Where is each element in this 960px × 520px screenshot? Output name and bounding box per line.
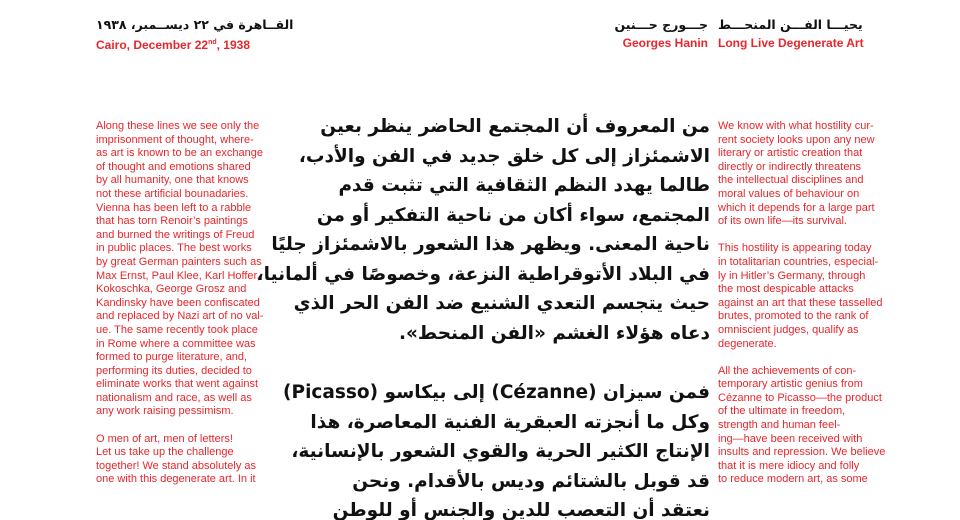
arabic-line: [0, 466, 84, 496]
english-paragraph: Along these lines we see only the imprisonment of thought, where- as art is known to be an exchange of thought and emotions shared by all humanity, one that knows not these artificial bounadaries. Vienna has been left to a rabble that has torn Renoir’s paintings and burned the writings of Freud in public places. The best works by great German painters such as Max Ernst, Paul Klee, Karl Hoffer, Kokoschka, George Grosz and Kandinsky have been confiscated and replaced by Nazi art of no val- ue. The same recently took place in Rome where a committee was formed to purge literature, and, performing its duties, decided to eliminate works that went against nationalism and race, as well as any work raising pessimism.: [96, 120, 264, 418]
arabic-line: طالما يهدد النظم الثقافية التي تثبت قدم: [338, 175, 710, 196]
arabic-line: المجتمع، سواء أكان من ناحية التفكير أو من: [316, 204, 710, 226]
arabic-column-cut: [0, 112, 84, 520]
arabic-line: [0, 260, 84, 290]
header-author-english: Georges Hanin: [622, 36, 708, 50]
arabic-line: الاشمئزاز إلى كل خلق جديد في الفن والأدب،: [298, 145, 710, 167]
english-column-left: [96, 120, 294, 501]
arabic-line: في البلاد الأتوقراطية النزعة، وخصوصًا في ألمانيا،: [256, 263, 710, 285]
arabic-column-main: [256, 112, 710, 520]
arabic-line: [0, 230, 84, 260]
english-paragraph: All the achievements of con- temporary artistic genius from Cézanne to Picasso—the product of the ultimate in freedom, strength and human feel- ing—have been received with insults and repression. We believe that it is mere idiocy and folly to reduce modern art, as some: [718, 364, 886, 486]
arabic-line: ناحية المعنى. ويظهر هذا الشعور بالاشمئزاز جليًا: [271, 234, 710, 255]
arabic-line: [0, 437, 84, 467]
english-paragraph: O men of art, men of letters! Let us take up the challenge together! We stand absolutely as one with this degenerate art. In it: [96, 432, 257, 486]
arabic-line: [0, 407, 84, 437]
arabic-line: قد قوبل بالشتائم وديس بالأقدام. ونحن: [352, 470, 710, 492]
arabic-paragraph-1: [256, 112, 710, 348]
header-cairo: [96, 16, 296, 54]
arabic-line: نعتقد أن التعصب للدين والجنس أو للوطن: [332, 500, 710, 520]
arabic-line: [0, 496, 84, 520]
arabic-line: [0, 201, 84, 231]
arabic-line: الإنتاج الكثير الحرية والقوي الشعور بالإنسانية،: [291, 441, 710, 462]
arabic-line: دعاه هؤلاء الغشم «الفن المنحط».: [398, 322, 710, 344]
header-cairo-arabic: القــاهرة في ٢٢ ديســمبر، ١٩٣٨: [96, 17, 294, 32]
english-column-right: [718, 120, 908, 501]
english-paragraph: We know with what hostility cur- rent society looks upon any new literary or artistic creation that directly or indirectly threatens the intellectual disciplines and moral values of behaviour on which it depends for a large part of its own life—its survival.: [718, 120, 875, 228]
arabic-line: وكل ما أنجزته العبقرية الفنية المعاصرة، هذا: [310, 411, 710, 433]
header-title-arabic: يحيـــا الفـــن المنحـــط: [718, 17, 863, 32]
header-author-arabic: جـــورج حـــنين: [614, 17, 708, 32]
english-paragraph: This hostility is appearing today in totalitarian countries, especial- ly in Hitler’s Germany, through the most despicable attacks against an art that these tasselled brutes, promoted to the rank of omniscient judges, qualify as degenerate.: [718, 242, 883, 350]
arabic-line: [0, 348, 84, 378]
header-author: [600, 16, 708, 52]
arabic-line: فمن سيزان (Cézanne) إلى بيكاسو (Picasso): [283, 382, 710, 403]
header-title: [718, 16, 888, 52]
header-title-english: Long Live Degenerate Art: [718, 36, 864, 50]
arabic-paragraph-2: [283, 378, 710, 520]
arabic-line: من المعروف أن المجتمع الحاضر ينظر بعين: [320, 116, 710, 137]
arabic-line: [0, 289, 84, 319]
arabic-line: [0, 378, 84, 408]
header-cairo-english: Cairo, December 22nd, 1938: [96, 38, 250, 52]
arabic-line: حيث يتجسم التعدي الشنيع ضد الفن الحر الذي: [293, 293, 710, 314]
arabic-line: [0, 171, 84, 201]
arabic-line: [0, 112, 84, 142]
arabic-line: [0, 142, 84, 172]
arabic-line: [0, 319, 84, 349]
